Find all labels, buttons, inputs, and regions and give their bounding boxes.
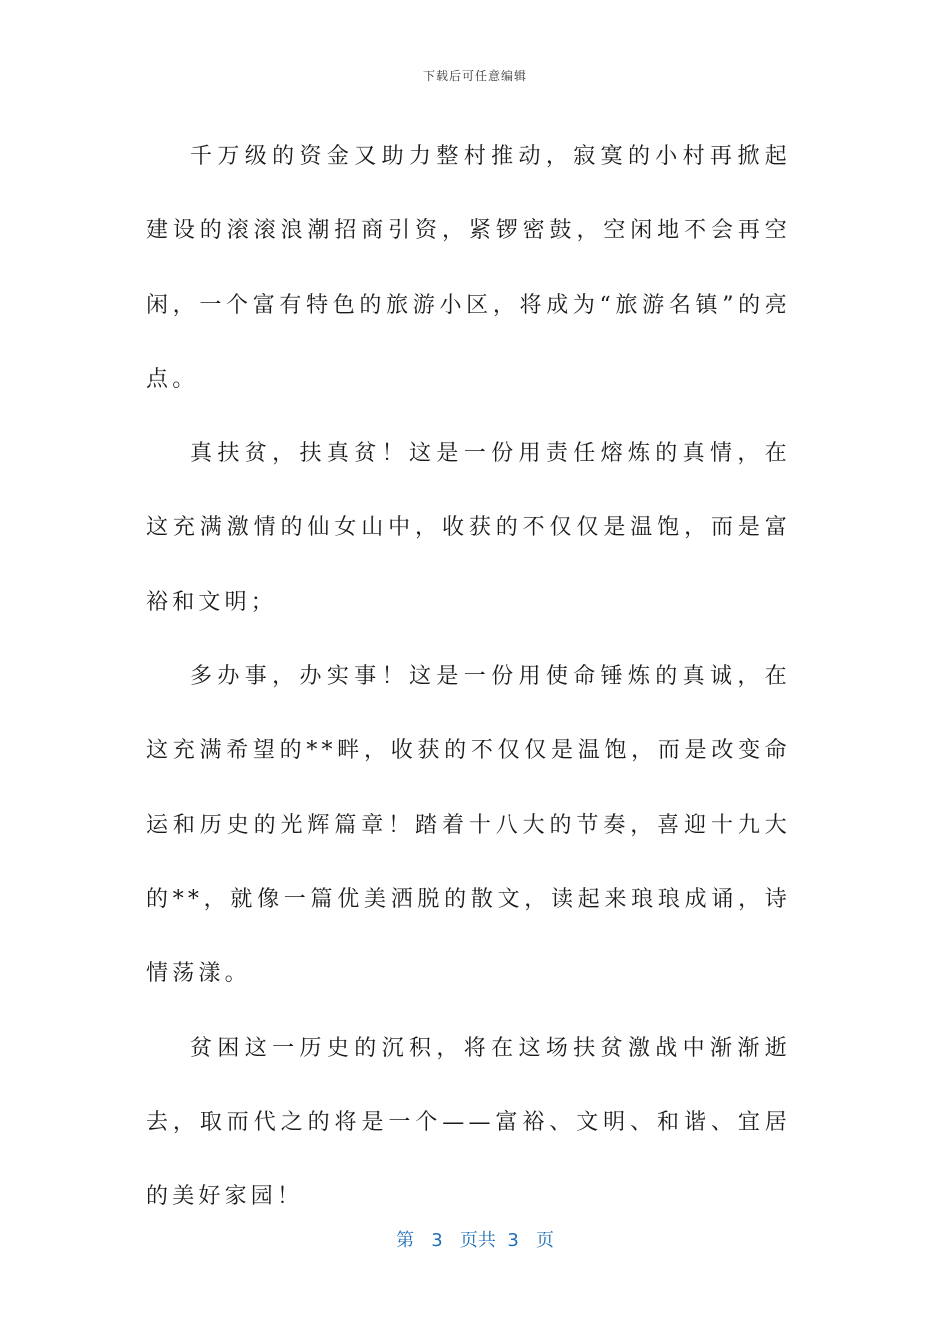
paragraph-4: 贫困这一历史的沉积，将在这场扶贫激战中渐渐逝去，取而代之的将是一个——富裕、文明、和谐、宜居的美好家园！ bbox=[146, 1035, 791, 1210]
footer-total-pages: 3 bbox=[507, 1230, 519, 1251]
paragraph-3: 多办事，办实事！这是一份用使命锤炼的真诚，在这充满希望的**畔，收获的不仅仅是温饱，而是改变命运和历史的光辉篇章！踏着十八大的节奏，喜迎十九大的**，就像一篇优美洒脱的散文，读起来琅琅成诵，诗情荡漾。 bbox=[146, 664, 791, 987]
footer-page-suffix: 页 bbox=[535, 1230, 554, 1251]
paragraph-2: 真扶贫，扶真贫！这是一份用责任熔炼的真情，在这充满激情的仙女山中，收获的不仅仅是温饱，而是富裕和文明； bbox=[146, 441, 791, 615]
document-body bbox=[146, 120, 791, 1234]
header-note: 下载后可任意编辑 bbox=[422, 69, 527, 83]
footer-page-mid: 页共 bbox=[459, 1230, 496, 1251]
footer-current-page: 3 bbox=[431, 1230, 443, 1251]
footer-page-prefix: 第 bbox=[396, 1230, 415, 1251]
paragraph-1: 千万级的资金又助力整村推动，寂寞的小村再掀起建设的滚滚浪潮招商引资，紧锣密鼓，空闲地不会再空闲，一个富有特色的旅游小区，将成为“旅游名镇”的亮点。 bbox=[146, 144, 791, 392]
page-footer bbox=[0, 1226, 950, 1252]
